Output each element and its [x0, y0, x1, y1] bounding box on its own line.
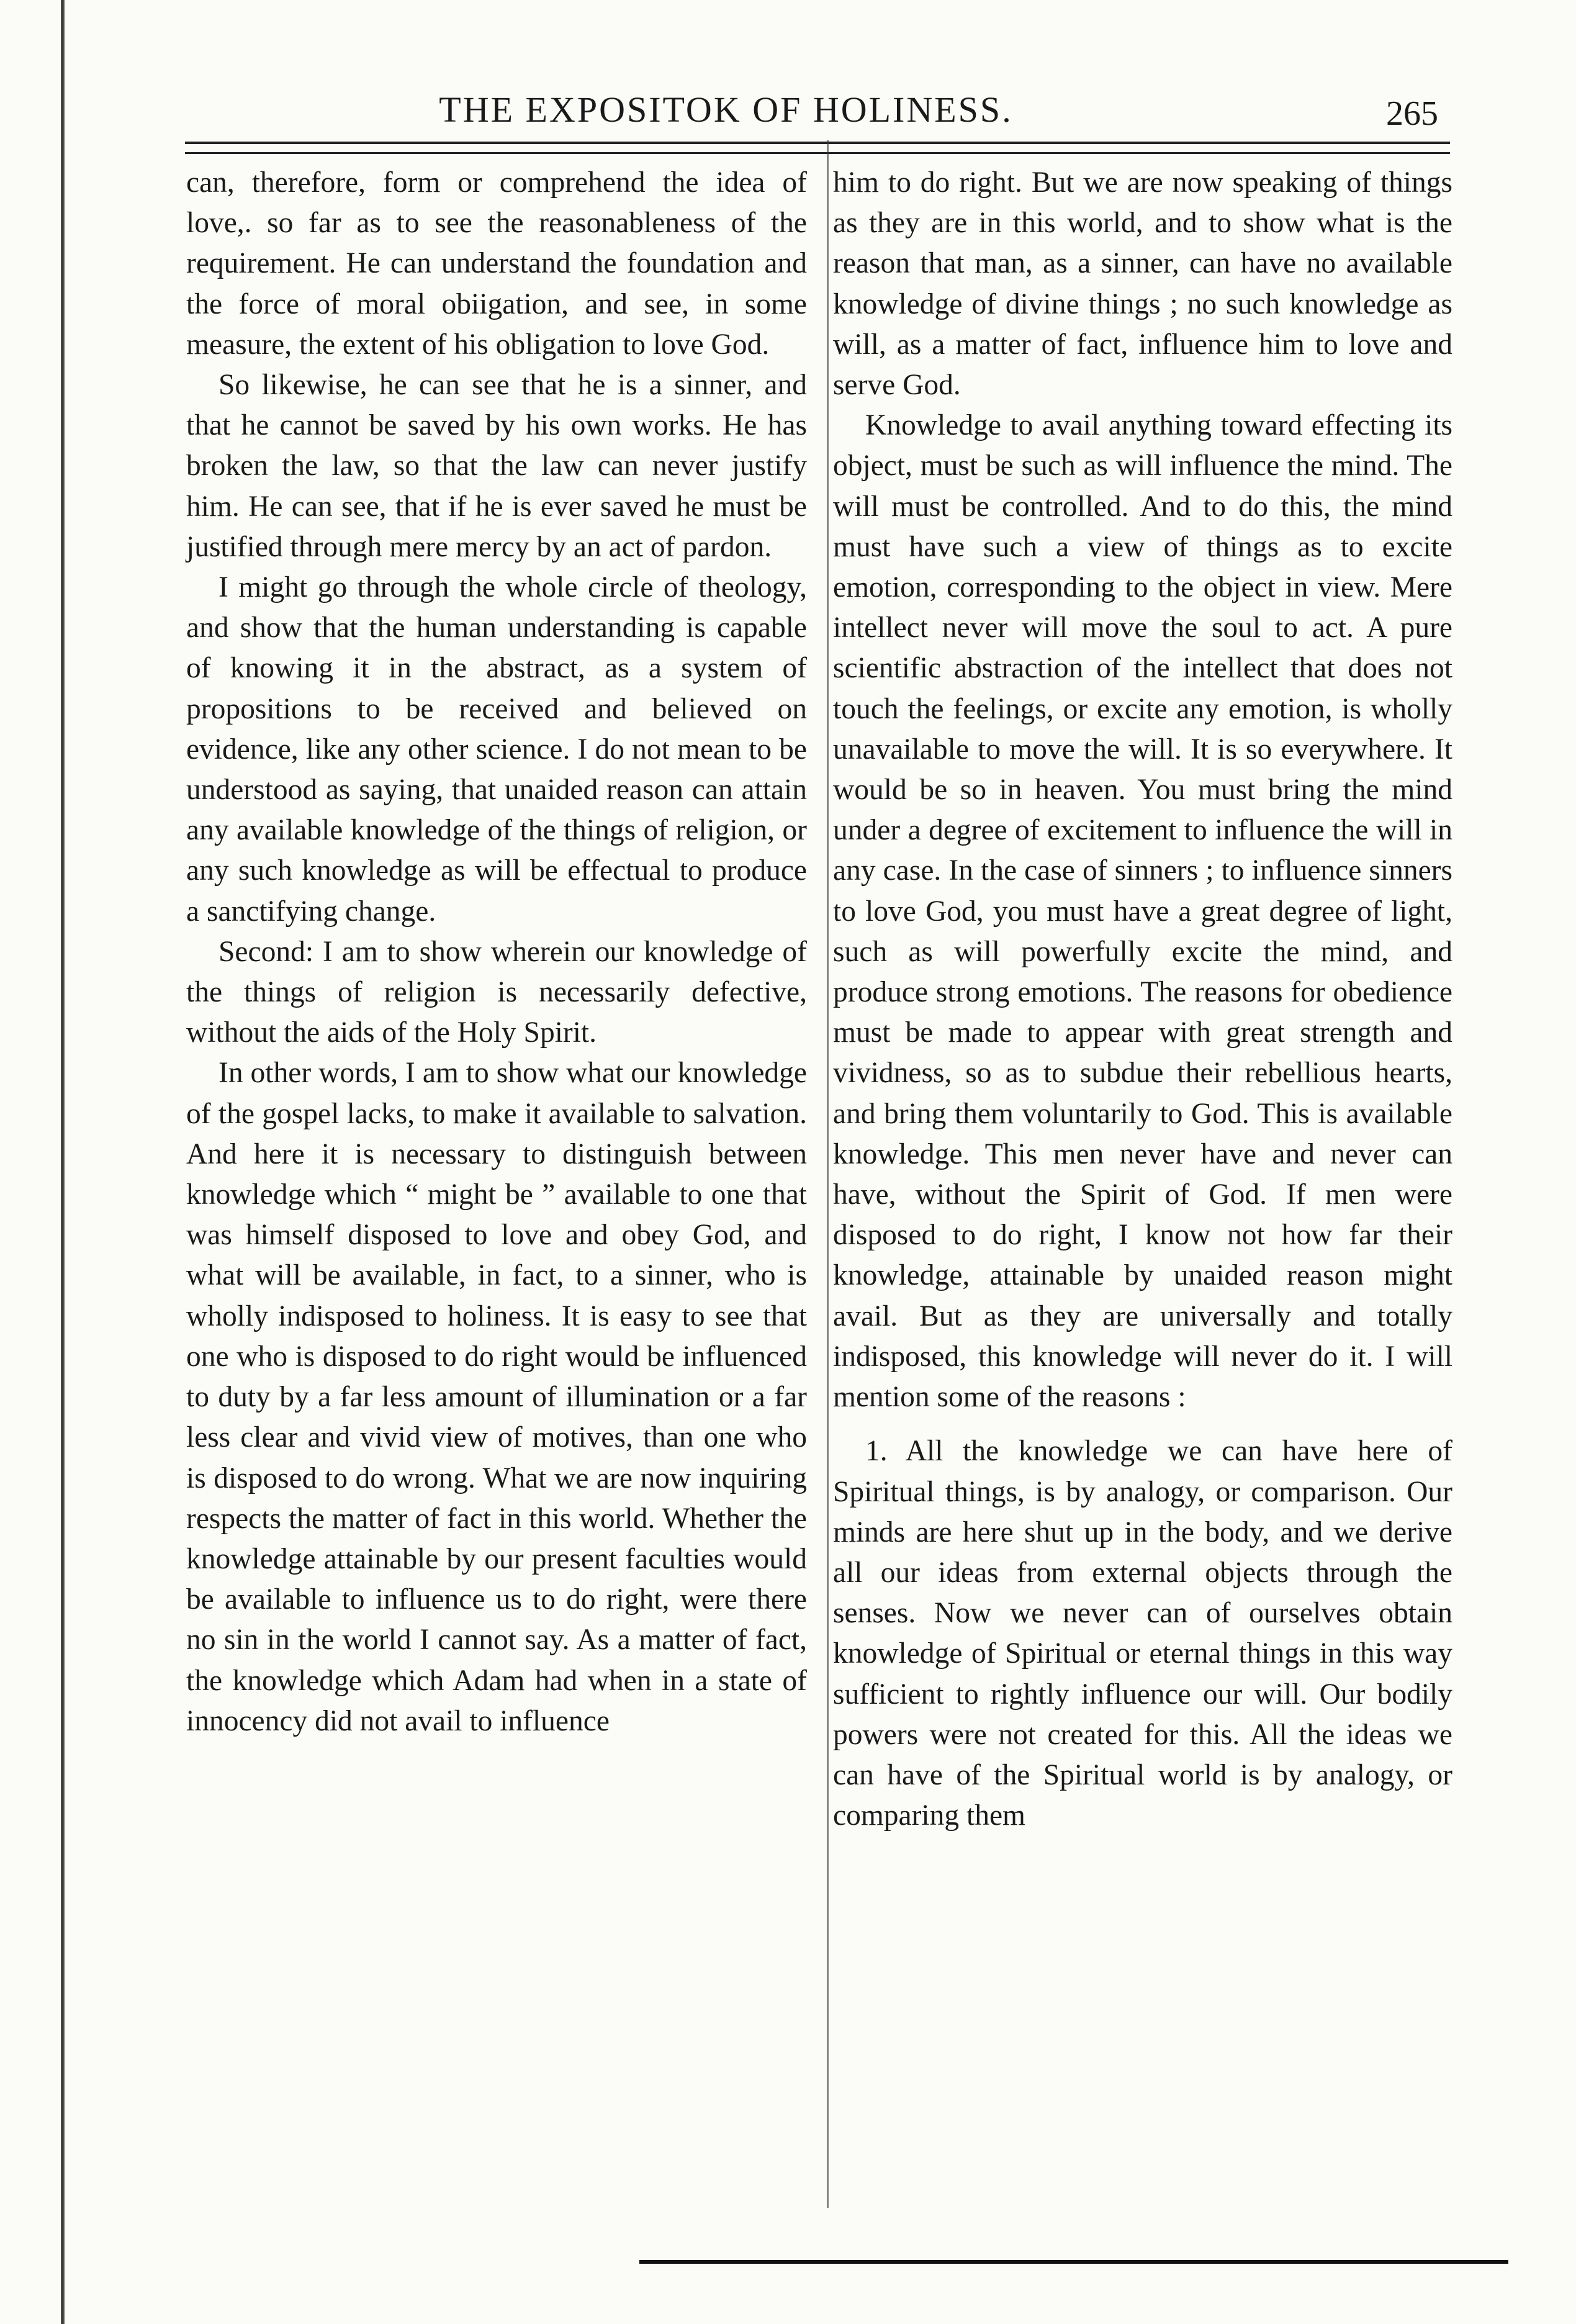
- footer-rule: [639, 2260, 1508, 2264]
- page-number: 265: [1386, 94, 1438, 133]
- running-header-title: THE EXPOSITOK OF HOLINESS.: [439, 89, 1013, 130]
- column-divider: [827, 140, 829, 2208]
- paragraph: Second: I am to show wherein our knowledge of the things of religion is necessarily defective, without the aids of the Holy Spirit.: [186, 935, 807, 1049]
- paragraph: I might go through the whole circle of theology, and show that the human understanding is capable of knowing it in the abstract, as a system of propositions to be received and believed on evidence, like any other science. I do not mean to be understood as saying, that unaided reason can attain any available knowledge of the things of religion, or any such knowledge as will be effectual to produce a sanctifying change.: [186, 571, 807, 928]
- paragraph: Knowledge to avail anything toward effecting its object, must be such as will influence the mind. The will must be controlled. And to do this, the mind must have such a view of things as to excite emotion, corresponding to the object in view. Mere intellect never will move the soul to act. A pure scientific abstraction of the intellect that does not touch the feelings, or excite any emotion, is wholly unavailable to move the will. It is so everywhere. It would be so in heaven. You must bring the mind under a degree of excitement to influence the will in any case. In the case of sinners ; to influence sinners to love God, you must have a great degree of light, such as will powerfully excite the mind, and produce strong emotions. The reasons for obedience must be made to appear with great strength and vividness, so as to subdue their rebellious hearts, and bring them voluntarily to God. This is available knowledge. This men never have and never can have, without the Spirit of God. If men were disposed to do right, I know not how far their knowledge, attainable by unaided reason might avail. But as they are universally and totally indisposed, this knowledge will never do it. I will mention some of the reasons :: [833, 409, 1452, 1414]
- binding-edge-line: [61, 0, 65, 2324]
- paragraph: 1. All the knowledge we can have here of Spiritual things, is by analogy, or comparison. Our minds are here shut up in the body, and we derive all our ideas from external objects through the senses. Now we never can of ourselves obtain knowledge of Spiritual or eternal things in this way sufficient to rightly influence our will. Our bodily powers were not created for this. All the ideas we can have of the Spiritual world is by analogy, or comparing them: [833, 1435, 1452, 1832]
- paragraph: In other words, I am to show what our knowledge of the gospel lacks, to make it available to salvation. And here it is necessary to distinguish between knowledge which “ might be ” available to one that was himself disposed to love and obey God, and what will be available, in fact, to a sinner, who is wholly indisposed to holiness. It is easy to see that one who is disposed to do right would be influenced to duty by a far less amount of illumination or a far less clear and vivid view of motives, than one who is disposed to do wrong. What we are now inquiring respects the matter of fact in this world. Whether the knowledge attainable by our present faculties would be available to influence us to do right, were there no sin in the world I cannot say. As a matter of fact, the knowledge which Adam had when in a state of innocency did not avail to influence: [186, 1057, 807, 1737]
- paragraph: can, therefore, form or comprehend the idea of love,. so far as to see the reasonableness of the requirement. He can understand the foundation and the force of moral obiigation, and see, in some measure, the extent of his obligation to love God.: [186, 166, 807, 361]
- left-column: [186, 163, 807, 1742]
- header-rule: [185, 142, 1450, 144]
- right-column: [833, 163, 1452, 1836]
- header-rule-thin: [185, 152, 1450, 154]
- paragraph: So likewise, he can see that he is a sinner, and that he cannot be saved by his own works. He has broken the law, so that the law can never justify him. He can see, that if he is ever saved he must be justified through mere mercy by an act of pardon.: [186, 369, 807, 563]
- paragraph: him to do right. But we are now speaking of things as they are in this world, and to show what is the reason that man, as a sinner, can have no available knowledge of divine things ; no such knowledge as will, as a matter of fact, influence him to love and serve God.: [833, 166, 1452, 402]
